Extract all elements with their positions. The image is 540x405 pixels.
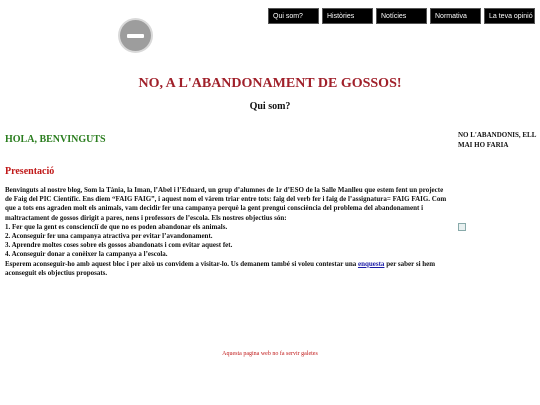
nav-item-histories[interactable]: Històries — [322, 8, 373, 24]
nav-item-la-teva-opinio[interactable]: La teva opinió — [484, 8, 535, 24]
circle-minus-icon[interactable] — [120, 20, 151, 51]
objective-item: 4. Aconseguir donar a conèixer la campanya a l’escola. — [5, 250, 168, 259]
nav-item-noticies[interactable]: Notícies — [376, 8, 427, 24]
nav-item-qui-som[interactable]: Qui som? — [268, 8, 319, 24]
intro-paragraph: Benvinguts al nostre blog, Som la Tània, la Iman, l’Abel i l’Eduard, un grup d’alumnes de 1r d’ESO de la Salle Manlleu que estem fent un projecte de Faig del PIC Científic. Ens diem “FAIG FAIG”, i aquest nom el vàrem triar entre tots: faig del verb fer i faig de l’assignatura= FAIG FAIG. Com que a tots ens agraden molt els animals, vam decidir fer una campanya perquè la gent prengui consciència del problema del abandonament i maltractament de gossos dirigit a pares, nens i professors de l’escola. Els nostres objectius són: — [5, 186, 447, 222]
closing-text: Esperem aconseguir-ho amb aquest bloc i per això us convidem a visitar-lo. Us demanem també si voleu contestar una — [5, 259, 358, 268]
main-navigation — [268, 8, 535, 24]
survey-link[interactable]: enquesta — [357, 259, 385, 268]
page-subtitle: Qui som? — [249, 101, 291, 112]
broken-image-icon — [458, 223, 466, 231]
closing-paragraph — [5, 260, 450, 278]
objective-item: 2. Aconseguir fer una campanya atractiva per evitar l’avandonament. — [5, 232, 213, 241]
presentation-text — [5, 186, 450, 278]
cookie-notice: Aquesta pagina web no fa servir galetes — [222, 351, 318, 357]
section-title: Presentació — [5, 166, 55, 177]
sidebar-title: NO L'ABANDONIS, ELL MAI HO FARIA — [458, 131, 536, 149]
objective-item: 1. Fer que la gent es conscienciï de que no es poden abandonar els animals. — [5, 222, 228, 231]
objective-item: 3. Aprendre moltes coses sobre els gossos abandonats i com evitar aquest fet. — [5, 241, 233, 250]
closing-text-end: per saber si hem aconseguit els objectius proposats. — [5, 259, 436, 277]
welcome-heading: HOLA, BENVINGUTS — [5, 134, 106, 145]
site-title: NO, A L'ABANDONAMENT DE GOSSOS! — [138, 76, 402, 91]
nav-item-normativa[interactable]: Normativa — [430, 8, 481, 24]
